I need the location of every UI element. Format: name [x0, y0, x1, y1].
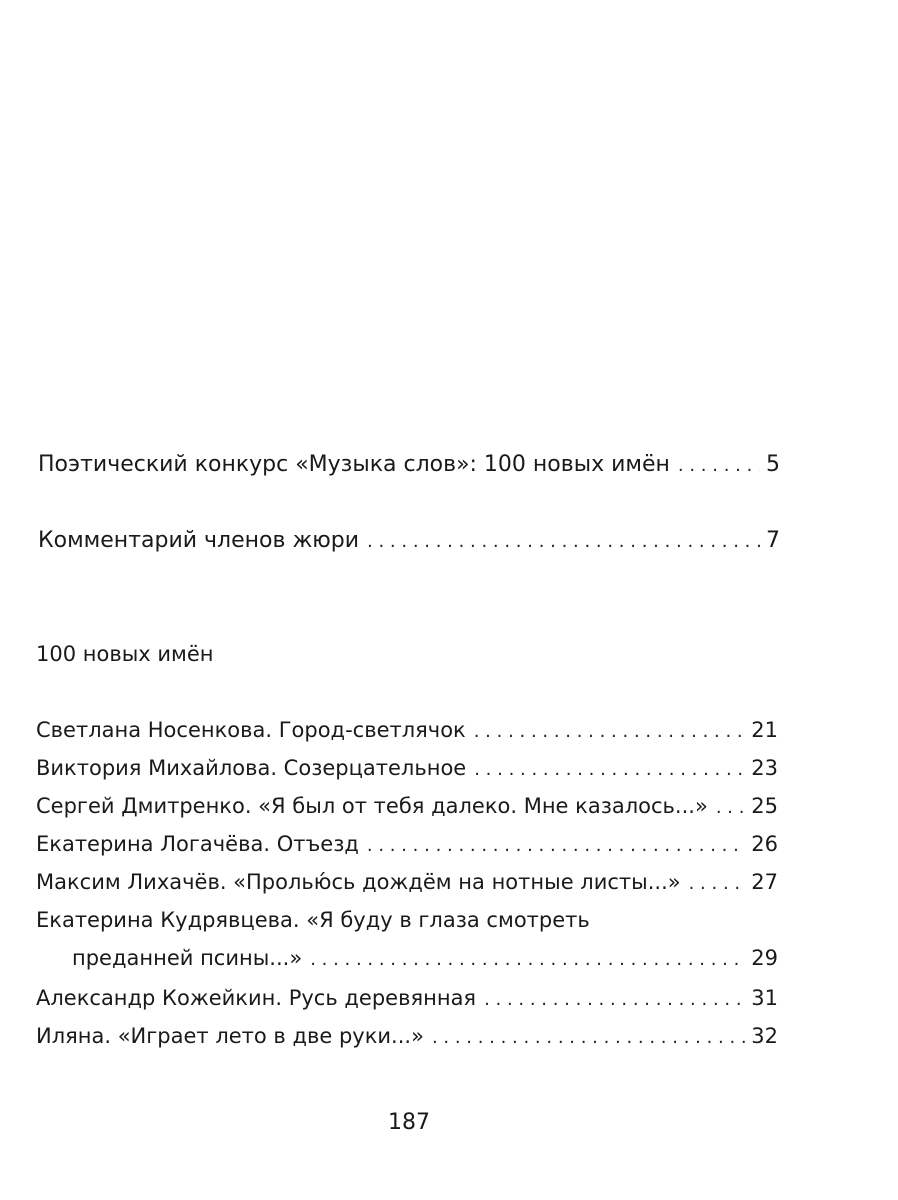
dot-leader [474, 721, 746, 742]
dot-leader [432, 1027, 745, 1048]
toc-entry [36, 1024, 778, 1048]
toc-entry-title: Александр Кожейкин. Русь деревянная [36, 986, 477, 1010]
page-number: 187 [388, 1110, 430, 1135]
dot-leader [716, 797, 745, 818]
toc-entry [36, 718, 778, 742]
toc-entry-title: Поэтический конкурс «Музыка слов»: 100 новых имён [38, 452, 670, 477]
dot-leader [474, 759, 745, 780]
dot-leader [689, 873, 746, 894]
dot-leader [367, 835, 745, 856]
toc-entry-page: 23 [751, 756, 778, 780]
dot-leader [367, 531, 760, 552]
toc-entry-page: 32 [751, 1024, 778, 1048]
toc-entry [36, 832, 778, 856]
toc-entry-page: 21 [751, 718, 778, 742]
toc-entry-title: Екатерина Логачёва. Отъезд [36, 832, 359, 856]
toc-entry-jury-comments [38, 528, 780, 553]
toc-entry-page: 26 [751, 832, 778, 856]
toc-entry-page: 25 [751, 794, 778, 818]
toc-entry-contest [38, 452, 780, 477]
toc-entry [72, 946, 778, 970]
toc-entry-page: 27 [751, 870, 778, 894]
toc-entry-title: преданней псины...» [72, 946, 303, 970]
toc-entry-title: Комментарий членов жюри [38, 528, 360, 553]
toc-entry-page: 7 [766, 528, 780, 553]
section-heading: 100 новых имён [36, 642, 214, 666]
toc-entry [36, 870, 778, 894]
toc-entry-title: Светлана Носенкова. Город-светлячок [36, 718, 466, 742]
dot-leader [310, 949, 745, 970]
toc-entry [36, 986, 778, 1010]
toc-entry-title: Сергей Дмитренко. «Я был от тебя далеко. Мне казалось...» [36, 794, 708, 818]
dot-leader [678, 455, 760, 476]
toc-entry-page: 29 [751, 946, 778, 970]
toc-entry-title-line1: Екатерина Кудрявцева. «Я буду в глаза смотреть [36, 908, 590, 932]
dot-leader [484, 989, 745, 1010]
toc-entry-title: Иляна. «Играет лето в две руки...» [36, 1024, 424, 1048]
toc-entry [36, 756, 778, 780]
toc-entry-page: 31 [751, 986, 778, 1010]
toc-entry-page: 5 [766, 452, 780, 477]
toc-entry [36, 794, 778, 818]
toc-entry-title: Виктория Михайлова. Созерцательное [36, 756, 467, 780]
toc-entry-title: Максим Лихачёв. «Пролью́сь дождём на нотные листы...» [36, 870, 681, 894]
